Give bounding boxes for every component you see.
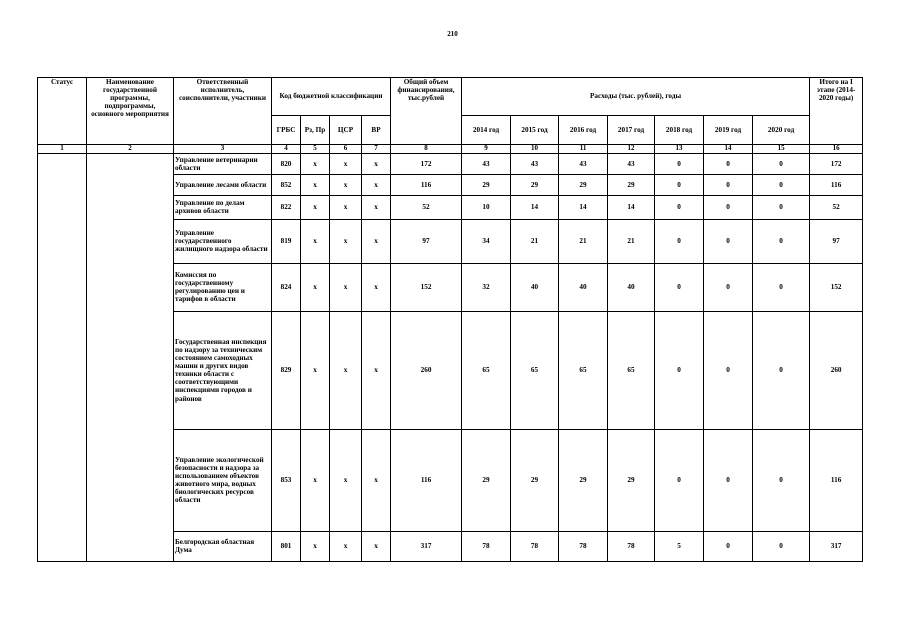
year-2019-cell: 0: [704, 263, 753, 311]
rz-pr-cell: х: [301, 429, 330, 531]
year-2018-cell: 5: [655, 531, 704, 561]
responsible-cell: Белгородская областная Дума: [174, 531, 272, 561]
total-cell: 152: [391, 263, 462, 311]
header-rz-pr: Рз, Пр: [301, 116, 330, 145]
year-2014-cell: 34: [462, 219, 511, 263]
vr-cell: х: [362, 311, 391, 429]
year-2014-cell: 78: [462, 531, 511, 561]
header-program-name: Наименование государственной программы, подпрограммы, основного мероприятия: [87, 78, 174, 145]
year-2020-cell: 0: [753, 429, 810, 531]
year-2016-cell: 65: [559, 311, 608, 429]
total-cell: 260: [391, 311, 462, 429]
rz-pr-cell: х: [301, 531, 330, 561]
year-2014-cell: 29: [462, 429, 511, 531]
year-2014-cell: 10: [462, 195, 511, 219]
year-2016-cell: 29: [559, 429, 608, 531]
year-2016-cell: 14: [559, 195, 608, 219]
year-2018-cell: 0: [655, 174, 704, 195]
stage-total-cell: 97: [810, 219, 863, 263]
column-number: 6: [330, 145, 362, 154]
year-2018-cell: 0: [655, 219, 704, 263]
column-number: 5: [301, 145, 330, 154]
rz-pr-cell: х: [301, 263, 330, 311]
year-2020-cell: 0: [753, 263, 810, 311]
csr-cell: х: [330, 531, 362, 561]
year-2014-cell: 65: [462, 311, 511, 429]
vr-cell: х: [362, 174, 391, 195]
responsible-cell: Управление лесами области: [174, 174, 272, 195]
year-2015-cell: 21: [511, 219, 559, 263]
stage-total-cell: 172: [810, 153, 863, 174]
column-number: 13: [655, 145, 704, 154]
grbs-cell: 801: [272, 531, 301, 561]
year-2019-cell: 0: [704, 174, 753, 195]
header-stage-total: Итого на I этапе (2014-2020 годы): [810, 78, 863, 145]
year-2017-cell: 14: [608, 195, 655, 219]
column-number: 10: [511, 145, 559, 154]
responsible-cell: Государственная инспекция по надзору за техническим состоянием самоходных машин и других видов техники области с соответствующими инспекциями городов и районов: [174, 311, 272, 429]
responsible-cell: Управление экологической безопасности и надзора за использованием объектов животного мира, водных биологических ресурсов области: [174, 429, 272, 531]
column-number: 7: [362, 145, 391, 154]
stage-total-cell: 116: [810, 429, 863, 531]
year-2019-cell: 0: [704, 311, 753, 429]
year-2018-cell: 0: [655, 429, 704, 531]
vr-cell: х: [362, 531, 391, 561]
header-year-2018: 2018 год: [655, 116, 704, 145]
grbs-cell: 819: [272, 219, 301, 263]
year-2014-cell: 29: [462, 174, 511, 195]
year-2015-cell: 65: [511, 311, 559, 429]
total-cell: 52: [391, 195, 462, 219]
stage-total-cell: 152: [810, 263, 863, 311]
year-2020-cell: 0: [753, 153, 810, 174]
responsible-cell: Управление ветеринарии области: [174, 153, 272, 174]
column-number: 12: [608, 145, 655, 154]
column-number: 15: [753, 145, 810, 154]
header-year-2019: 2019 год: [704, 116, 753, 145]
year-2017-cell: 65: [608, 311, 655, 429]
total-cell: 97: [391, 219, 462, 263]
year-2016-cell: 21: [559, 219, 608, 263]
year-2014-cell: 43: [462, 153, 511, 174]
year-2014-cell: 32: [462, 263, 511, 311]
year-2017-cell: 21: [608, 219, 655, 263]
column-number: 3: [174, 145, 272, 154]
year-2015-cell: 14: [511, 195, 559, 219]
header-year-2016: 2016 год: [559, 116, 608, 145]
total-cell: 317: [391, 531, 462, 561]
column-number: 16: [810, 145, 863, 154]
year-2017-cell: 78: [608, 531, 655, 561]
year-2015-cell: 43: [511, 153, 559, 174]
stage-total-cell: 52: [810, 195, 863, 219]
csr-cell: х: [330, 153, 362, 174]
header-total-volume: Общий объем финансирования, тыс.рублей: [391, 78, 462, 145]
year-2015-cell: 29: [511, 429, 559, 531]
year-2018-cell: 0: [655, 153, 704, 174]
header-year-2017: 2017 год: [608, 116, 655, 145]
year-2020-cell: 0: [753, 219, 810, 263]
column-number: 1: [38, 145, 87, 154]
year-2019-cell: 0: [704, 195, 753, 219]
header-responsible: Ответственный исполнитель, соисполнители, участники: [174, 78, 272, 145]
column-number: 14: [704, 145, 753, 154]
csr-cell: х: [330, 195, 362, 219]
responsible-cell: Управление по делам архивов области: [174, 195, 272, 219]
budget-table: [37, 77, 863, 562]
year-2017-cell: 40: [608, 263, 655, 311]
column-number-row: [38, 145, 863, 154]
year-2015-cell: 78: [511, 531, 559, 561]
header-status: Статус: [38, 78, 87, 145]
year-2017-cell: 29: [608, 174, 655, 195]
year-2017-cell: 43: [608, 153, 655, 174]
grbs-cell: 820: [272, 153, 301, 174]
year-2017-cell: 29: [608, 429, 655, 531]
year-2016-cell: 29: [559, 174, 608, 195]
rz-pr-cell: х: [301, 153, 330, 174]
table-row: [38, 153, 863, 174]
total-cell: 116: [391, 174, 462, 195]
year-2019-cell: 0: [704, 153, 753, 174]
year-2020-cell: 0: [753, 531, 810, 561]
header-budget-code: Код бюджетной классификации: [272, 78, 391, 116]
year-2018-cell: 0: [655, 195, 704, 219]
column-number: 4: [272, 145, 301, 154]
csr-cell: х: [330, 219, 362, 263]
rz-pr-cell: х: [301, 195, 330, 219]
column-number: 11: [559, 145, 608, 154]
header-grbs: ГРБС: [272, 116, 301, 145]
year-2019-cell: 0: [704, 429, 753, 531]
vr-cell: х: [362, 195, 391, 219]
header-vr: ВР: [362, 116, 391, 145]
grbs-cell: 824: [272, 263, 301, 311]
vr-cell: х: [362, 429, 391, 531]
year-2015-cell: 29: [511, 174, 559, 195]
year-2018-cell: 0: [655, 263, 704, 311]
grbs-cell: 852: [272, 174, 301, 195]
program-name-cell: [87, 153, 174, 561]
grbs-cell: 822: [272, 195, 301, 219]
page-number: 210: [447, 30, 458, 38]
header-csr: ЦСР: [330, 116, 362, 145]
csr-cell: х: [330, 429, 362, 531]
total-cell: 172: [391, 153, 462, 174]
year-2018-cell: 0: [655, 311, 704, 429]
year-2020-cell: 0: [753, 174, 810, 195]
grbs-cell: 853: [272, 429, 301, 531]
header-year-2015: 2015 год: [511, 116, 559, 145]
column-number: 2: [87, 145, 174, 154]
year-2019-cell: 0: [704, 531, 753, 561]
year-2016-cell: 40: [559, 263, 608, 311]
year-2019-cell: 0: [704, 219, 753, 263]
rz-pr-cell: х: [301, 311, 330, 429]
responsible-cell: Управление государственного жилищного надзора области: [174, 219, 272, 263]
header-expenses: Расходы (тыс. рублей), годы: [462, 78, 810, 116]
responsible-cell: Комиссия по государственному регулированию цен и тарифов в области: [174, 263, 272, 311]
csr-cell: х: [330, 174, 362, 195]
vr-cell: х: [362, 219, 391, 263]
status-cell: [38, 153, 87, 561]
column-number: 8: [391, 145, 462, 154]
vr-cell: х: [362, 153, 391, 174]
stage-total-cell: 317: [810, 531, 863, 561]
stage-total-cell: 116: [810, 174, 863, 195]
vr-cell: х: [362, 263, 391, 311]
header-year-2014: 2014 год: [462, 116, 511, 145]
year-2020-cell: 0: [753, 311, 810, 429]
year-2016-cell: 43: [559, 153, 608, 174]
year-2020-cell: 0: [753, 195, 810, 219]
csr-cell: х: [330, 311, 362, 429]
column-number: 9: [462, 145, 511, 154]
csr-cell: х: [330, 263, 362, 311]
rz-pr-cell: х: [301, 174, 330, 195]
header-year-2020: 2020 год: [753, 116, 810, 145]
stage-total-cell: 260: [810, 311, 863, 429]
year-2016-cell: 78: [559, 531, 608, 561]
year-2015-cell: 40: [511, 263, 559, 311]
total-cell: 116: [391, 429, 462, 531]
grbs-cell: 829: [272, 311, 301, 429]
rz-pr-cell: х: [301, 219, 330, 263]
